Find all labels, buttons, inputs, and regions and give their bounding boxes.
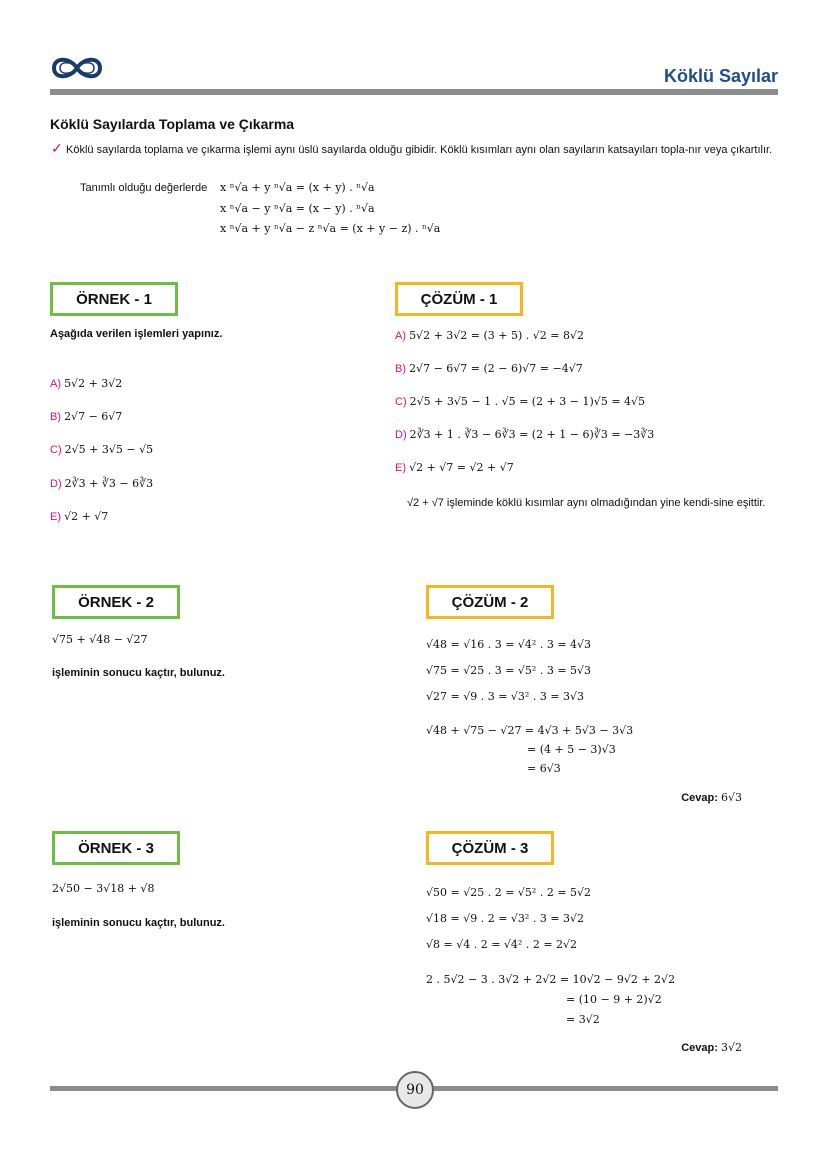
solution-step: √18 = √9 . 2 = √3² . 3 = 3√2 [426, 912, 585, 925]
solution-step: √27 = √9 . 3 = √3² . 3 = 3√3 [426, 690, 585, 703]
footer-divider [50, 1086, 398, 1091]
example-3-expression: 2√50 − 3√18 + √8 [52, 882, 155, 895]
solution-sum: = (4 + 5 − 3)√3 [527, 743, 616, 756]
example-3-label: ÖRNEK - 3 [52, 831, 180, 865]
formula-line: x ⁿ√a − y ⁿ√a = (x − y) . ⁿ√a [220, 202, 375, 215]
page-number: 90 [396, 1071, 434, 1109]
item-letter: C) [50, 444, 62, 456]
item-expression: 2√7 − 6√7 = (2 − 6)√7 = −4√7 [409, 362, 583, 375]
example-1-question: Aşağıda verilen işlemleri yapınız. [50, 328, 223, 340]
solution-1-label: ÇÖZÜM - 1 [395, 282, 523, 316]
item-expression: 2∛3 + 1 . ∛3 − 6∛3 = (2 + 1 − 6)∛3 = −3∛3 [409, 428, 655, 441]
item-expression: 2√7 − 6√7 [64, 410, 123, 423]
check-icon: ✓ [51, 140, 63, 156]
solution-3-label: ÇÖZÜM - 3 [426, 831, 554, 865]
item-expression: 2∛3 + ∛3 − 6∛3 [64, 477, 154, 490]
item-letter: A) [395, 330, 406, 342]
example-2-expression: √75 + √48 − √27 [52, 633, 148, 646]
answer-value: 3√2 [720, 1041, 742, 1054]
solution-1-note: √2 + √7 işleminde köklü kısımlar aynı olmadığından yine kendi-sine eşittir. [407, 497, 766, 509]
item-letter: B) [50, 411, 61, 423]
solution-sum: = (10 − 9 + 2)√2 [566, 993, 662, 1006]
item-letter: D) [395, 429, 407, 441]
item-expression: √2 + √7 = √2 + √7 [409, 461, 514, 474]
solution-sum: √48 + √75 − √27 = 4√3 + 5√3 − 3√3 [426, 724, 634, 737]
item-letter: B) [395, 363, 406, 375]
example-2-question: işleminin sonucu kaçtır, bulunuz. [52, 667, 225, 679]
solution-2-label: ÇÖZÜM - 2 [426, 585, 554, 619]
footer-divider [432, 1086, 778, 1091]
solution-sum: = 3√2 [566, 1013, 600, 1026]
item-letter: A) [50, 378, 61, 390]
header-title: Köklü Sayılar [663, 66, 778, 86]
item-expression: √2 + √7 [64, 510, 109, 523]
infinity-icon [48, 52, 106, 84]
item-expression: 5√2 + 3√2 = (3 + 5) . √2 = 8√2 [409, 329, 584, 342]
answer-label: Cevap: [681, 792, 718, 804]
section-intro: Köklü sayılarda toplama ve çıkarma işlemi aynı üslü sayılarda olduğu gibidir. Köklü kısımları aynı olan sayıların katsayıları topla-nır veya çıkartılır. [66, 144, 773, 156]
item-letter: E) [395, 462, 406, 474]
solution-step: √48 = √16 . 3 = √4² . 3 = 4√3 [426, 638, 592, 651]
item-expression: 2√5 + 3√5 − 1 . √5 = (2 + 3 − 1)√5 = 4√5 [409, 395, 646, 408]
definition-label: Tanımlı olduğu değerlerde [80, 182, 208, 194]
solution-step: √8 = √4 . 2 = √4² . 2 = 2√2 [426, 938, 578, 951]
item-letter: E) [50, 511, 61, 523]
solution-step: √75 = √25 . 3 = √5² . 3 = 5√3 [426, 664, 592, 677]
example-3-question: işleminin sonucu kaçtır, bulunuz. [52, 917, 225, 929]
solution-step: √50 = √25 . 2 = √5² . 2 = 5√2 [426, 886, 592, 899]
item-letter: D) [50, 478, 62, 490]
answer-label: Cevap: [681, 1042, 718, 1054]
item-expression: 2√5 + 3√5 − √5 [64, 443, 154, 456]
formula-line: x ⁿ√a + y ⁿ√a − z ⁿ√a = (x + y − z) . ⁿ√a [220, 222, 441, 235]
answer-value: 6√3 [720, 791, 742, 804]
item-letter: C) [395, 396, 407, 408]
example-1-label: ÖRNEK - 1 [50, 282, 178, 316]
solution-sum: = 6√3 [527, 762, 561, 775]
item-expression: 5√2 + 3√2 [64, 377, 123, 390]
solution-sum: 2 . 5√2 − 3 . 3√2 + 2√2 = 10√2 − 9√2 + 2√2 [426, 973, 676, 986]
header-divider [50, 89, 778, 95]
example-2-label: ÖRNEK - 2 [52, 585, 180, 619]
formula-line: x ⁿ√a + y ⁿ√a = (x + y) . ⁿ√a [220, 181, 375, 194]
section-title: Köklü Sayılarda Toplama ve Çıkarma [50, 116, 295, 132]
